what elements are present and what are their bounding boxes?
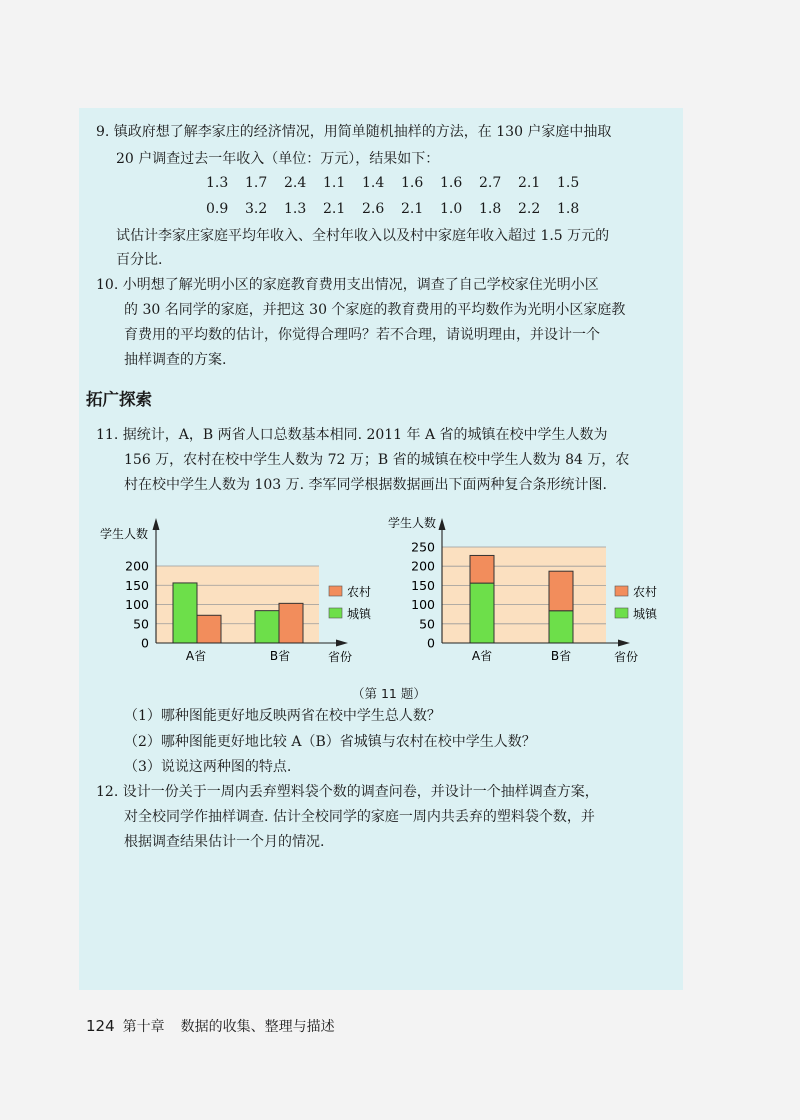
bar-rural — [470, 555, 494, 583]
category-label: A省 — [471, 649, 493, 663]
value: 1.1 — [323, 175, 346, 191]
q12-line3: 根据调查结果估计一个月的情况. — [124, 834, 325, 850]
bar-urban — [173, 583, 197, 643]
value: 2.7 — [479, 175, 502, 191]
plot-background — [442, 547, 606, 643]
q10-line3: 育费用的平均数的估计，你觉得合理吗？若不合理，请说明理由，并设计一个 — [124, 327, 600, 343]
category-label: B省 — [269, 649, 291, 663]
q9-values-row2 — [0, 201, 800, 221]
legend-label-urban: 城镇 — [347, 607, 372, 621]
y-axis-label: 学生人数 — [388, 516, 437, 530]
legend-swatch-urban — [615, 608, 628, 618]
legend — [615, 584, 658, 621]
page-number: 124 — [86, 1017, 115, 1035]
legend-swatch-urban — [329, 608, 342, 618]
value: 2.4 — [284, 175, 307, 191]
value: 2.6 — [362, 201, 385, 217]
y-tick-label: 0 — [141, 635, 149, 651]
q9-line4: 百分比. — [116, 252, 163, 268]
value: 2.1 — [323, 201, 346, 217]
legend — [329, 584, 372, 621]
y-tick-labels — [411, 540, 435, 651]
value: 3.2 — [245, 201, 268, 217]
value: 1.7 — [245, 175, 268, 191]
category-label: A省 — [185, 649, 207, 663]
legend-label-rural: 农村 — [347, 585, 372, 599]
category-labels — [186, 648, 290, 663]
q12-line2: 对全校同学作抽样调查. 估计全校同学的家庭一周内共丢弃的塑料袋个数，并 — [124, 809, 595, 825]
bar-rural — [549, 571, 573, 611]
value: 1.3 — [284, 201, 307, 217]
y-tick-label: 100 — [411, 597, 435, 613]
y-tick-label: 150 — [411, 577, 435, 593]
x-axis-label: 省份 — [328, 650, 353, 664]
q9-line2: 20 户调查过去一年收入（单位：万元），结果如下： — [116, 151, 440, 167]
y-tick-label: 150 — [125, 577, 149, 593]
q9-values-row1 — [0, 175, 800, 195]
page-footer — [86, 1016, 335, 1036]
value: 0.9 — [206, 201, 229, 217]
section-title: 拓广探索 — [86, 390, 152, 409]
bar-rural — [197, 615, 221, 643]
value: 1.5 — [557, 175, 580, 191]
figure-caption: （第 11 题） — [352, 686, 426, 701]
value: 1.6 — [440, 175, 463, 191]
value: 2.1 — [401, 201, 424, 217]
q10-line4: 抽样调查的方案. — [124, 352, 227, 368]
y-tick-label: 250 — [411, 539, 435, 555]
q11-sub2: （2）哪种图能更好地比较 A（B）省城镇与农村在校中学生人数？ — [124, 734, 536, 750]
y-tick-label: 200 — [125, 558, 149, 574]
x-axis-label: 省份 — [614, 650, 639, 664]
y-axis-arrow — [439, 518, 446, 530]
x-axis-arrow — [618, 640, 630, 647]
value: 1.8 — [479, 201, 502, 217]
category-label: B省 — [550, 649, 572, 663]
q9-line3: 试估计李家庄家庭平均年收入、全村年收入以及村中家庭年收入超过 1.5 万元的 — [116, 228, 610, 244]
q11-line3: 村在校中学生人数为 103 万. 李军同学根据数据画出下面两种复合条形统计图. — [124, 477, 607, 493]
bar-urban — [470, 583, 494, 643]
q11-sub3: （3）说说这两种图的特点. — [124, 759, 292, 775]
legend-swatch-rural — [329, 586, 342, 596]
legend-label-urban: 城镇 — [633, 607, 658, 621]
bar-urban — [255, 611, 279, 643]
q12-line1: 12. 设计一份关于一周内丢弃塑料袋个数的调查问卷，并设计一个抽样调查方案， — [96, 784, 599, 800]
y-axis-arrow — [153, 518, 160, 530]
bar-urban — [549, 611, 573, 643]
value: 1.8 — [557, 201, 580, 217]
value: 1.3 — [206, 175, 229, 191]
y-axis-label: 学生人数 — [100, 527, 149, 541]
value: 1.0 — [440, 201, 463, 217]
bar-rural — [279, 603, 303, 643]
value: 2.2 — [518, 201, 541, 217]
q10-line2: 的 30 名同学的家庭，并把这 30 个家庭的教育费用的平均数作为光明小区家庭教 — [124, 302, 626, 318]
category-labels — [472, 648, 571, 663]
q9-line1: 9. 镇政府想了解李家庄的经济情况，用简单随机抽样的方法，在 130 户家庭中抽取 — [96, 124, 612, 140]
y-tick-label: 0 — [427, 635, 435, 651]
y-tick-labels — [125, 559, 149, 651]
chart-stacked-bars — [382, 510, 682, 678]
value: 2.1 — [518, 175, 541, 191]
q11-line2: 156 万，农村在校中学生人数为 72 万；B 省的城镇在校中学生人数为 84 万，农 — [124, 452, 630, 468]
chapter-number: 第十章 — [122, 1019, 165, 1035]
y-tick-label: 100 — [125, 597, 149, 612]
y-tick-label: 200 — [411, 558, 435, 574]
q10-line1: 10. 小明想了解光明小区的家庭教育费用支出情况，调查了自己学校家住光明小区 — [96, 277, 599, 293]
q11-line1: 11. 据统计，A，B 两省人口总数基本相同. 2011 年 A 省的城镇在校中学生人数为 — [96, 427, 608, 443]
value: 1.6 — [401, 175, 424, 191]
chart-grouped-bars — [96, 510, 396, 678]
legend-label-rural: 农村 — [633, 585, 658, 599]
q11-sub1: （1）哪种图能更好地反映两省在校中学生总人数？ — [124, 708, 441, 724]
x-axis-arrow — [336, 640, 348, 647]
value: 1.4 — [362, 175, 385, 191]
chapter-title: 数据的收集、整理与描述 — [180, 1019, 335, 1035]
y-tick-label: 50 — [133, 616, 149, 632]
legend-swatch-rural — [615, 586, 628, 596]
y-tick-label: 50 — [419, 616, 435, 632]
